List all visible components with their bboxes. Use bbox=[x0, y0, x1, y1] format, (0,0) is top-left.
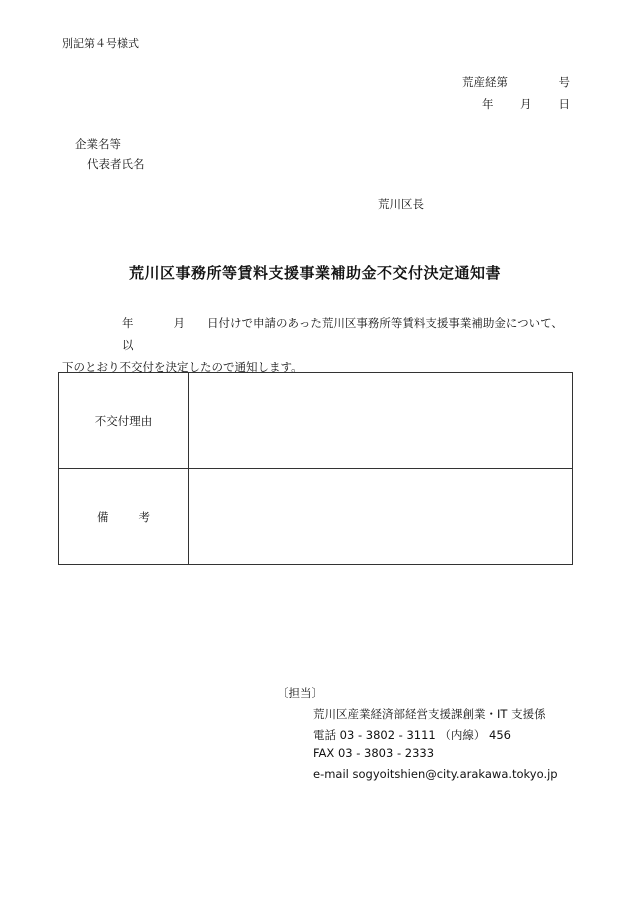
date-month: 月 bbox=[520, 97, 532, 111]
company-name-label: 企業名等 bbox=[75, 137, 121, 151]
contact-heading: 〔担当〕 bbox=[277, 686, 323, 700]
issuer: 荒川区長 bbox=[378, 197, 424, 211]
date-year: 年 bbox=[482, 97, 494, 111]
notice-body bbox=[62, 312, 574, 378]
notice-body-line-2: 下のとおり不交付を決定したので通知します。 bbox=[62, 360, 303, 374]
contact-fax: FAX 03 - 3803 - 2333 bbox=[313, 746, 435, 760]
remarks-label-cell bbox=[59, 469, 189, 565]
document-title: 荒川区事務所等賃料支援事業補助金不交付決定通知書 bbox=[128, 264, 501, 282]
reason-label: 不交付理由 bbox=[59, 373, 189, 469]
reference-number-label: 荒産経第 bbox=[462, 75, 508, 89]
remarks-value bbox=[189, 469, 573, 565]
body-line1-text: 日付けで申請のあった荒川区事務所等賃料支援事業補助金について、以 bbox=[122, 316, 563, 352]
contact-department: 荒川区産業経済部経営支援課創業・IT 支援係 bbox=[313, 707, 546, 721]
body-year: 年 bbox=[122, 316, 134, 330]
representative-name-label: 代表者氏名 bbox=[87, 157, 145, 171]
remarks-label: 備考 bbox=[97, 509, 180, 524]
body-month: 月 bbox=[173, 316, 185, 330]
issue-date-line bbox=[482, 96, 570, 112]
notice-body-line-1 bbox=[62, 312, 574, 356]
decision-table bbox=[58, 372, 573, 565]
form-number: 別記第４号様式 bbox=[62, 37, 139, 50]
date-day: 日 bbox=[558, 97, 570, 111]
contact-email: e-mail sogyoitshien@city.arakawa.tokyo.jp bbox=[313, 767, 558, 781]
table-row bbox=[59, 469, 573, 565]
reference-number-suffix: 号 bbox=[558, 75, 570, 89]
contact-phone: 電話 03 - 3802 - 3111 （内線） 456 bbox=[313, 728, 512, 742]
reason-value bbox=[189, 373, 573, 469]
table-row bbox=[59, 373, 573, 469]
